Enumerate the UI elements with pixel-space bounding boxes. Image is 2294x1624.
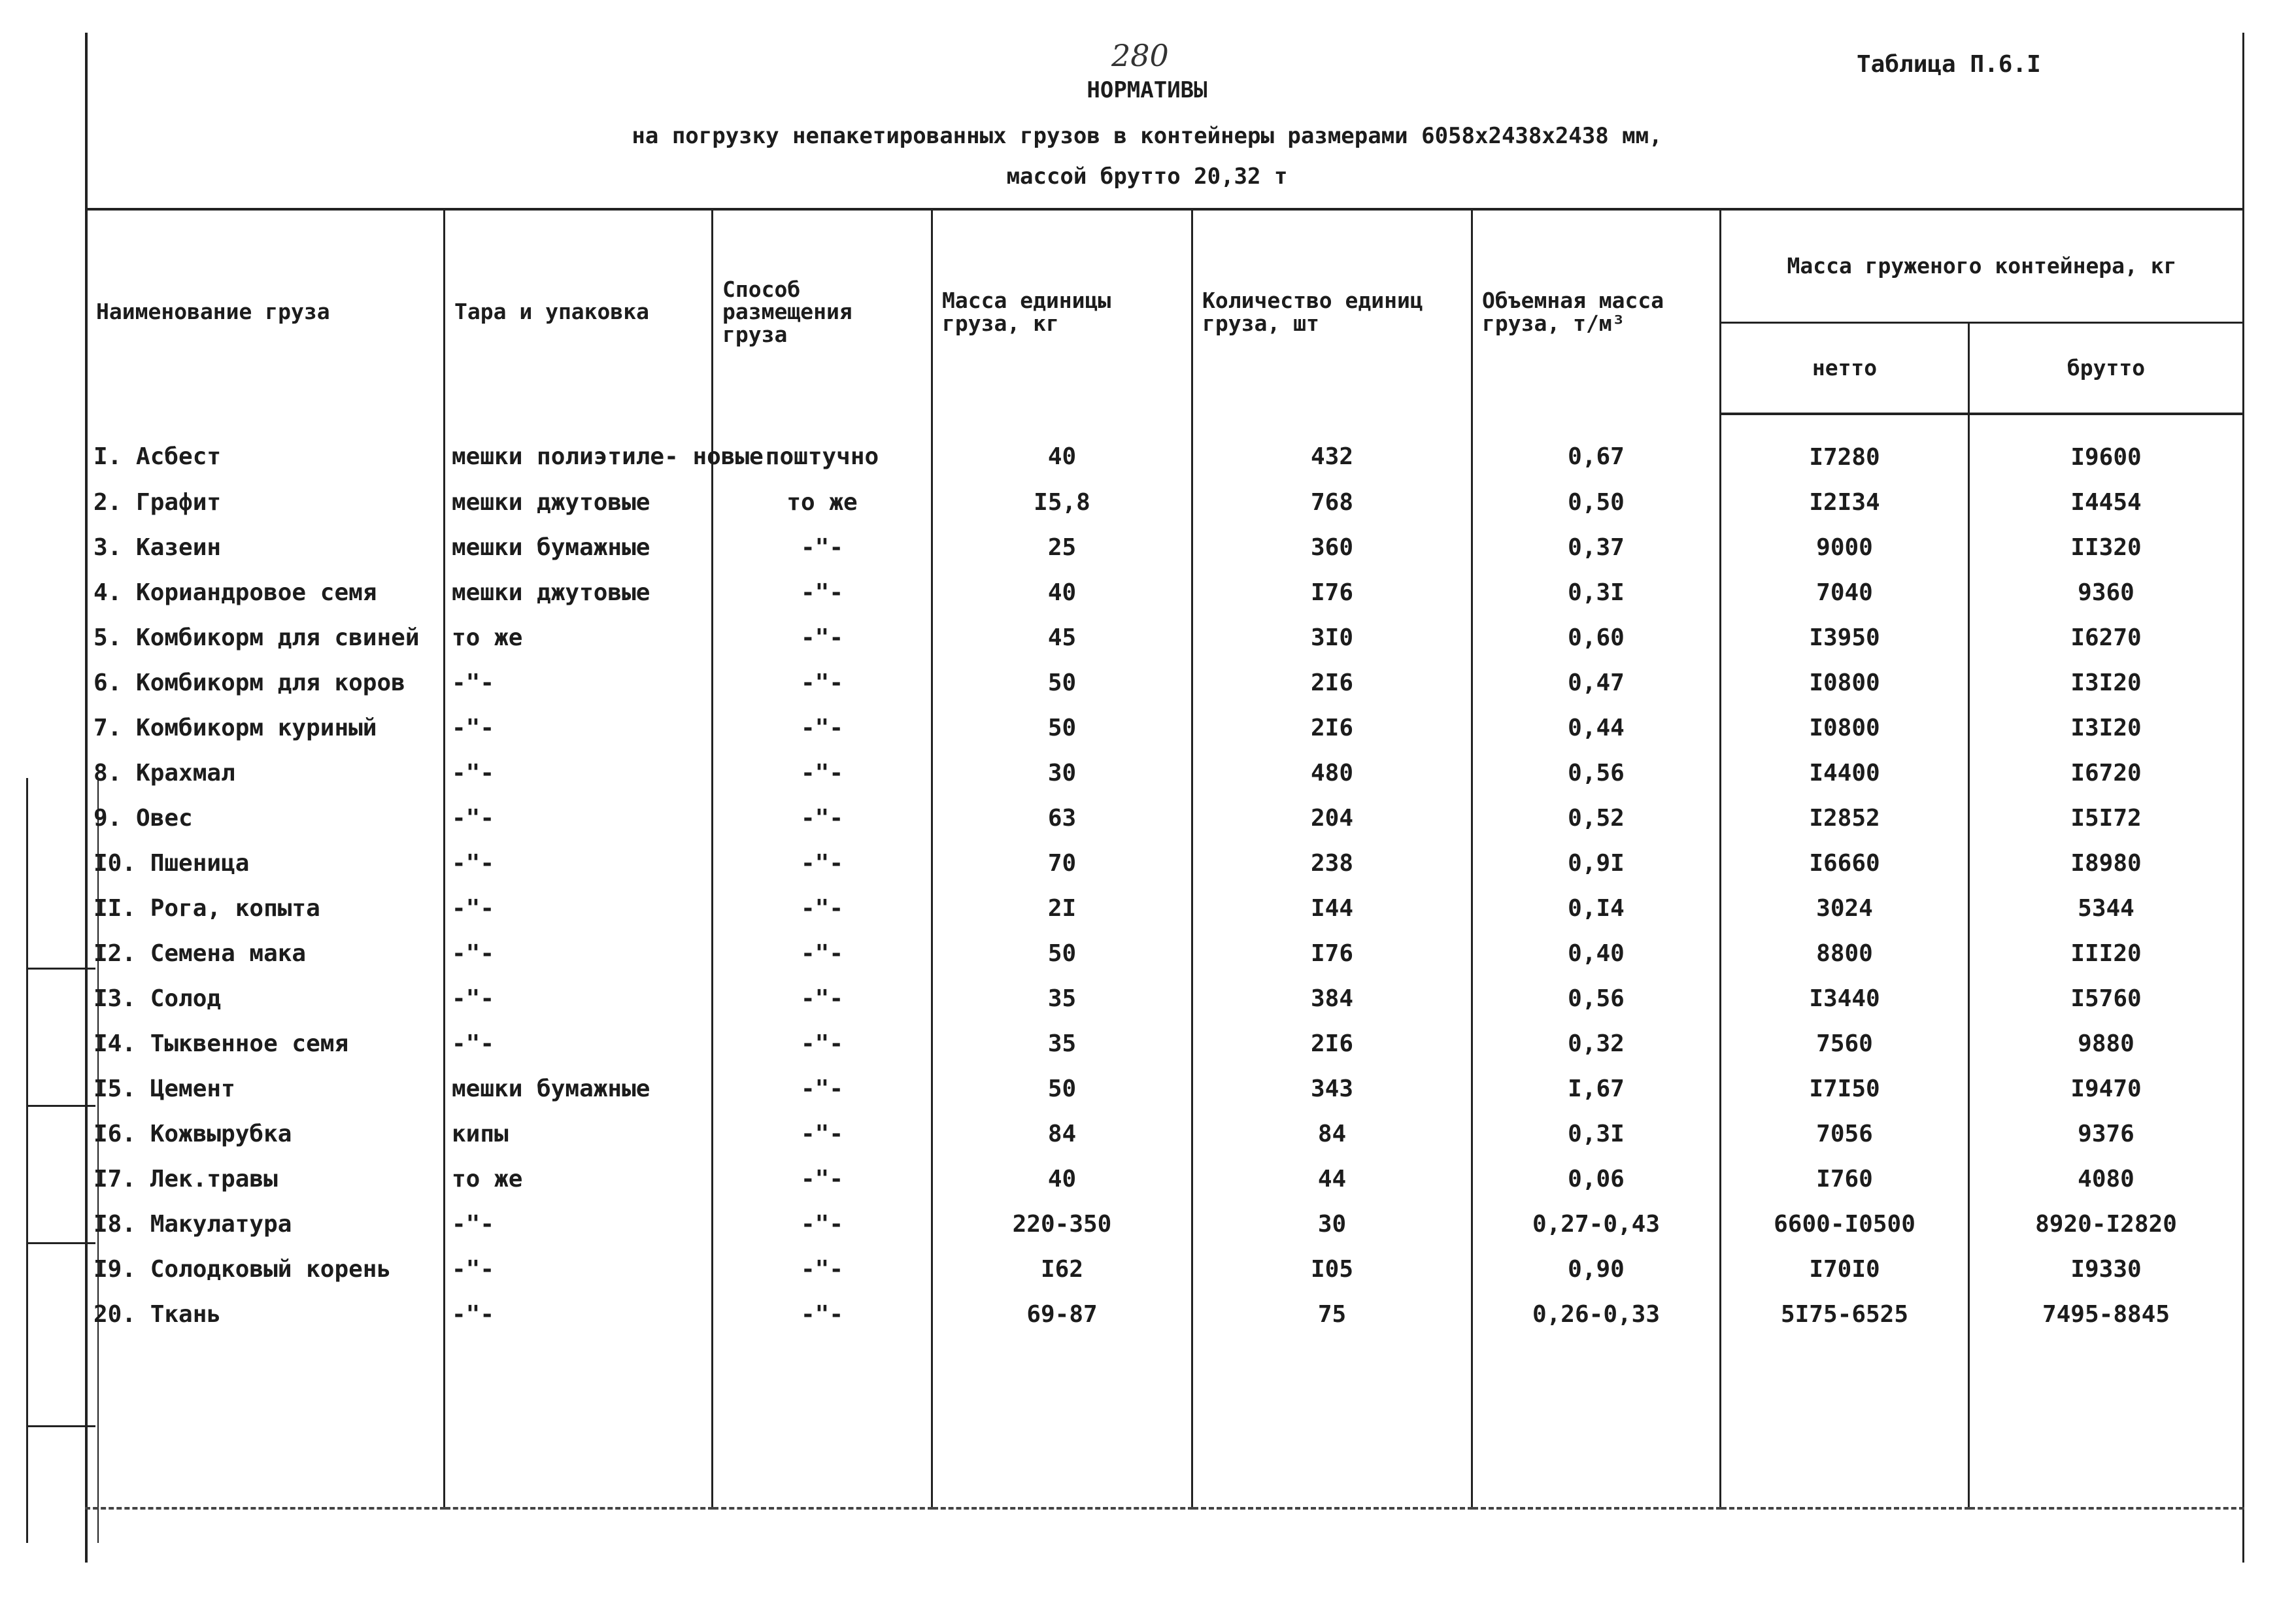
net-mass-cell: 9000	[1721, 525, 1969, 570]
unit-count-cell: 343	[1192, 1066, 1472, 1111]
bulk-density-cell: 0,40	[1472, 931, 1721, 976]
bulk-density-cell: 0,06	[1472, 1157, 1721, 1202]
unit-count-cell: 44	[1192, 1157, 1472, 1202]
table-row	[86, 841, 2244, 886]
unit-mass-cell: 2I	[932, 886, 1192, 931]
packaging-cell: мешки полиэтиле- новые	[445, 414, 713, 480]
net-mass-cell: 7056	[1721, 1111, 1969, 1157]
unit-count-cell: I05	[1192, 1247, 1472, 1292]
placement-method-cell: -"-	[713, 751, 932, 796]
packaging-cell: то же	[445, 1157, 713, 1202]
header-net: нетто	[1721, 323, 1969, 414]
net-mass-cell: 6600-I0500	[1721, 1202, 1969, 1247]
net-mass-cell: 7560	[1721, 1021, 1969, 1066]
gross-mass-cell: I5I72	[1969, 796, 2244, 841]
gross-mass-cell: III20	[1969, 931, 2244, 976]
net-mass-cell: I0800	[1721, 705, 1969, 751]
bulk-density-cell: 0,50	[1472, 480, 1721, 525]
page-number: 280	[1111, 38, 1169, 73]
blank-cell	[86, 1337, 445, 1508]
bulk-density-cell: 0,56	[1472, 751, 1721, 796]
document-title: НОРМАТИВЫ	[1087, 77, 1207, 103]
net-mass-cell: I7I50	[1721, 1066, 1969, 1111]
blank-cell	[713, 1337, 932, 1508]
unit-mass-cell: 45	[932, 615, 1192, 660]
placement-method-cell: -"-	[713, 1111, 932, 1157]
cargo-name-cell: 8. Крахмал	[86, 751, 445, 796]
header-unit-count: Количество единиц груза, шт	[1192, 209, 1472, 414]
cargo-name-cell: 5. Комбикорм для свиней	[86, 615, 445, 660]
unit-count-cell: 480	[1192, 751, 1472, 796]
unit-mass-cell: 50	[932, 660, 1192, 705]
header-packaging: Тара и упаковка	[445, 209, 713, 414]
placement-method-cell: -"-	[713, 1292, 932, 1337]
placement-method-cell: -"-	[713, 841, 932, 886]
net-mass-cell: I6660	[1721, 841, 1969, 886]
cargo-name-cell: I9. Солодковый корень	[86, 1247, 445, 1292]
gross-mass-cell: 9880	[1969, 1021, 2244, 1066]
placement-method-cell: -"-	[713, 1202, 932, 1247]
packaging-cell: мешки джутовые	[445, 570, 713, 615]
table-row	[86, 1111, 2244, 1157]
table-row	[86, 1202, 2244, 1247]
table-row	[86, 1157, 2244, 1202]
packaging-cell: мешки джутовые	[445, 480, 713, 525]
placement-method-cell: -"-	[713, 570, 932, 615]
unit-mass-cell: 50	[932, 931, 1192, 976]
net-mass-cell: I4400	[1721, 751, 1969, 796]
packaging-cell: -"-	[445, 1292, 713, 1337]
placement-method-cell: -"-	[713, 705, 932, 751]
unit-mass-cell: 70	[932, 841, 1192, 886]
packaging-cell: -"-	[445, 976, 713, 1021]
unit-count-cell: 360	[1192, 525, 1472, 570]
gross-mass-cell: I9470	[1969, 1066, 2244, 1111]
unit-count-cell: I76	[1192, 570, 1472, 615]
table-blank-space	[86, 1337, 2244, 1508]
table-row	[86, 976, 2244, 1021]
bulk-density-cell: 0,44	[1472, 705, 1721, 751]
bulk-density-cell: 0,90	[1472, 1247, 1721, 1292]
net-mass-cell: I70I0	[1721, 1247, 1969, 1292]
blank-cell	[1969, 1337, 2244, 1508]
bulk-density-cell: 0,27-0,43	[1472, 1202, 1721, 1247]
bulk-density-cell: 0,3I	[1472, 1111, 1721, 1157]
cargo-name-cell: I3. Солод	[86, 976, 445, 1021]
bulk-density-cell: I,67	[1472, 1066, 1721, 1111]
unit-count-cell: 2I6	[1192, 1021, 1472, 1066]
table-row	[86, 705, 2244, 751]
packaging-cell: то же	[445, 615, 713, 660]
cargo-name-cell: 3. Казеин	[86, 525, 445, 570]
gross-mass-cell: I9600	[1969, 414, 2244, 480]
document-subtitle: на погрузку непакетированных грузов в контейнеры размерами 6058х2438х2438 мм,	[632, 123, 1662, 149]
gross-mass-cell: I6270	[1969, 615, 2244, 660]
unit-count-cell: 30	[1192, 1202, 1472, 1247]
placement-method-cell: -"-	[713, 1066, 932, 1111]
unit-count-cell: 204	[1192, 796, 1472, 841]
placement-method-cell: -"-	[713, 1247, 932, 1292]
gross-mass-cell: I8980	[1969, 841, 2244, 886]
packaging-cell: кипы	[445, 1111, 713, 1157]
table-row	[86, 796, 2244, 841]
table-row	[86, 660, 2244, 705]
unit-mass-cell: 50	[932, 705, 1192, 751]
loading-norms-table	[85, 208, 2244, 1510]
gross-mass-cell: II320	[1969, 525, 2244, 570]
net-mass-cell: I7280	[1721, 414, 1969, 480]
cargo-name-cell: 2. Графит	[86, 480, 445, 525]
unit-mass-cell: 63	[932, 796, 1192, 841]
net-mass-cell: I3440	[1721, 976, 1969, 1021]
table-row	[86, 1247, 2244, 1292]
bulk-density-cell: 0,52	[1472, 796, 1721, 841]
placement-method-cell: -"-	[713, 660, 932, 705]
net-mass-cell: I3950	[1721, 615, 1969, 660]
packaging-cell: мешки бумажные	[445, 1066, 713, 1111]
packaging-cell: -"-	[445, 751, 713, 796]
unit-count-cell: I76	[1192, 931, 1472, 976]
blank-cell	[445, 1337, 713, 1508]
net-mass-cell: 3024	[1721, 886, 1969, 931]
table-row	[86, 570, 2244, 615]
unit-mass-cell: 40	[932, 414, 1192, 480]
unit-mass-cell: 30	[932, 751, 1192, 796]
placement-method-cell: то же	[713, 480, 932, 525]
cargo-name-cell: I. Асбест	[86, 414, 445, 480]
table-label: Таблица П.6.I	[1857, 51, 2041, 78]
header-unit-mass: Масса единицы груза, кг	[932, 209, 1192, 414]
net-mass-cell: I2I34	[1721, 480, 1969, 525]
unit-mass-cell: 84	[932, 1111, 1192, 1157]
cargo-name-cell: I4. Тыквенное семя	[86, 1021, 445, 1066]
packaging-cell: -"-	[445, 841, 713, 886]
gross-mass-cell: 7495-8845	[1969, 1292, 2244, 1337]
unit-count-cell: 75	[1192, 1292, 1472, 1337]
blank-cell	[1721, 1337, 1969, 1508]
unit-mass-cell: 40	[932, 570, 1192, 615]
packaging-cell: -"-	[445, 660, 713, 705]
table-row	[86, 525, 2244, 570]
placement-method-cell: -"-	[713, 886, 932, 931]
unit-count-cell: 2I6	[1192, 705, 1472, 751]
unit-mass-cell: 35	[932, 1021, 1192, 1066]
placement-method-cell: -"-	[713, 976, 932, 1021]
header-bulk-density: Объемная масса груза, т/м³	[1472, 209, 1721, 414]
unit-count-cell: 432	[1192, 414, 1472, 480]
packaging-cell: -"-	[445, 1202, 713, 1247]
header-cargo-name: Наименование груза	[86, 209, 445, 414]
document-subtitle-continued: массой брутто 20,32 т	[1006, 163, 1288, 190]
cargo-name-cell: I2. Семена мака	[86, 931, 445, 976]
bulk-density-cell: 0,47	[1472, 660, 1721, 705]
bulk-density-cell: 0,37	[1472, 525, 1721, 570]
bulk-density-cell: 0,I4	[1472, 886, 1721, 931]
bulk-density-cell: 0,67	[1472, 414, 1721, 480]
packaging-cell: -"-	[445, 1247, 713, 1292]
gross-mass-cell: I9330	[1969, 1247, 2244, 1292]
gross-mass-cell: 8920-I2820	[1969, 1202, 2244, 1247]
gross-mass-cell: 4080	[1969, 1157, 2244, 1202]
placement-method-cell: -"-	[713, 1157, 932, 1202]
table-row	[86, 480, 2244, 525]
gross-mass-cell: I3I20	[1969, 705, 2244, 751]
unit-mass-cell: 35	[932, 976, 1192, 1021]
unit-count-cell: 384	[1192, 976, 1472, 1021]
placement-method-cell: -"-	[713, 525, 932, 570]
bulk-density-cell: 0,3I	[1472, 570, 1721, 615]
gross-mass-cell: I5760	[1969, 976, 2244, 1021]
cargo-name-cell: I5. Цемент	[86, 1066, 445, 1111]
net-mass-cell: I760	[1721, 1157, 1969, 1202]
unit-mass-cell: I5,8	[932, 480, 1192, 525]
cargo-name-cell: 20. Ткань	[86, 1292, 445, 1337]
cargo-name-cell: I0. Пшеница	[86, 841, 445, 886]
placement-method-cell: -"-	[713, 1021, 932, 1066]
cargo-name-cell: 7. Комбикорм куриный	[86, 705, 445, 751]
unit-mass-cell: 50	[932, 1066, 1192, 1111]
packaging-cell: -"-	[445, 886, 713, 931]
unit-count-cell: 768	[1192, 480, 1472, 525]
table-row	[86, 751, 2244, 796]
header-placement-method: Способ размещения груза	[713, 209, 932, 414]
cargo-name-cell: 4. Кориандровое семя	[86, 570, 445, 615]
packaging-cell: -"-	[445, 796, 713, 841]
unit-mass-cell: 25	[932, 525, 1192, 570]
cargo-name-cell: I6. Кожвырубка	[86, 1111, 445, 1157]
table-row	[86, 615, 2244, 660]
unit-mass-cell: 220-350	[932, 1202, 1192, 1247]
placement-method-cell: поштучно	[713, 414, 932, 480]
cargo-name-cell: I8. Макулатура	[86, 1202, 445, 1247]
net-mass-cell: I2852	[1721, 796, 1969, 841]
gross-mass-cell: I4454	[1969, 480, 2244, 525]
table-row	[86, 414, 2244, 480]
bulk-density-cell: 0,60	[1472, 615, 1721, 660]
net-mass-cell: 5I75-6525	[1721, 1292, 1969, 1337]
unit-count-cell: 84	[1192, 1111, 1472, 1157]
table-row	[86, 1066, 2244, 1111]
gross-mass-cell: 9360	[1969, 570, 2244, 615]
placement-method-cell: -"-	[713, 931, 932, 976]
blank-cell	[1192, 1337, 1472, 1508]
unit-count-cell: 3I0	[1192, 615, 1472, 660]
table-row	[86, 1292, 2244, 1337]
table-row	[86, 886, 2244, 931]
cargo-name-cell: 9. Овес	[86, 796, 445, 841]
header-gross: брутто	[1969, 323, 2244, 414]
table-row	[86, 931, 2244, 976]
net-mass-cell: 8800	[1721, 931, 1969, 976]
unit-count-cell: 238	[1192, 841, 1472, 886]
packaging-cell: -"-	[445, 931, 713, 976]
bulk-density-cell: 0,26-0,33	[1472, 1292, 1721, 1337]
cargo-name-cell: 6. Комбикорм для коров	[86, 660, 445, 705]
packaging-cell: -"-	[445, 1021, 713, 1066]
blank-cell	[932, 1337, 1192, 1508]
bulk-density-cell: 0,9I	[1472, 841, 1721, 886]
gross-mass-cell: I6720	[1969, 751, 2244, 796]
unit-count-cell: I44	[1192, 886, 1472, 931]
cargo-name-cell: I7. Лек.травы	[86, 1157, 445, 1202]
unit-mass-cell: 40	[932, 1157, 1192, 1202]
net-mass-cell: 7040	[1721, 570, 1969, 615]
header-container-mass: Масса груженого контейнера, кг	[1721, 209, 2244, 323]
bulk-density-cell: 0,32	[1472, 1021, 1721, 1066]
gross-mass-cell: 5344	[1969, 886, 2244, 931]
placement-method-cell: -"-	[713, 615, 932, 660]
gross-mass-cell: 9376	[1969, 1111, 2244, 1157]
packaging-cell: мешки бумажные	[445, 525, 713, 570]
unit-mass-cell: 69-87	[932, 1292, 1192, 1337]
net-mass-cell: I0800	[1721, 660, 1969, 705]
placement-method-cell: -"-	[713, 796, 932, 841]
unit-count-cell: 2I6	[1192, 660, 1472, 705]
bulk-density-cell: 0,56	[1472, 976, 1721, 1021]
gross-mass-cell: I3I20	[1969, 660, 2244, 705]
cargo-name-cell: II. Рога, копыта	[86, 886, 445, 931]
blank-cell	[1472, 1337, 1721, 1508]
packaging-cell: -"-	[445, 705, 713, 751]
unit-mass-cell: I62	[932, 1247, 1192, 1292]
table-row	[86, 1021, 2244, 1066]
